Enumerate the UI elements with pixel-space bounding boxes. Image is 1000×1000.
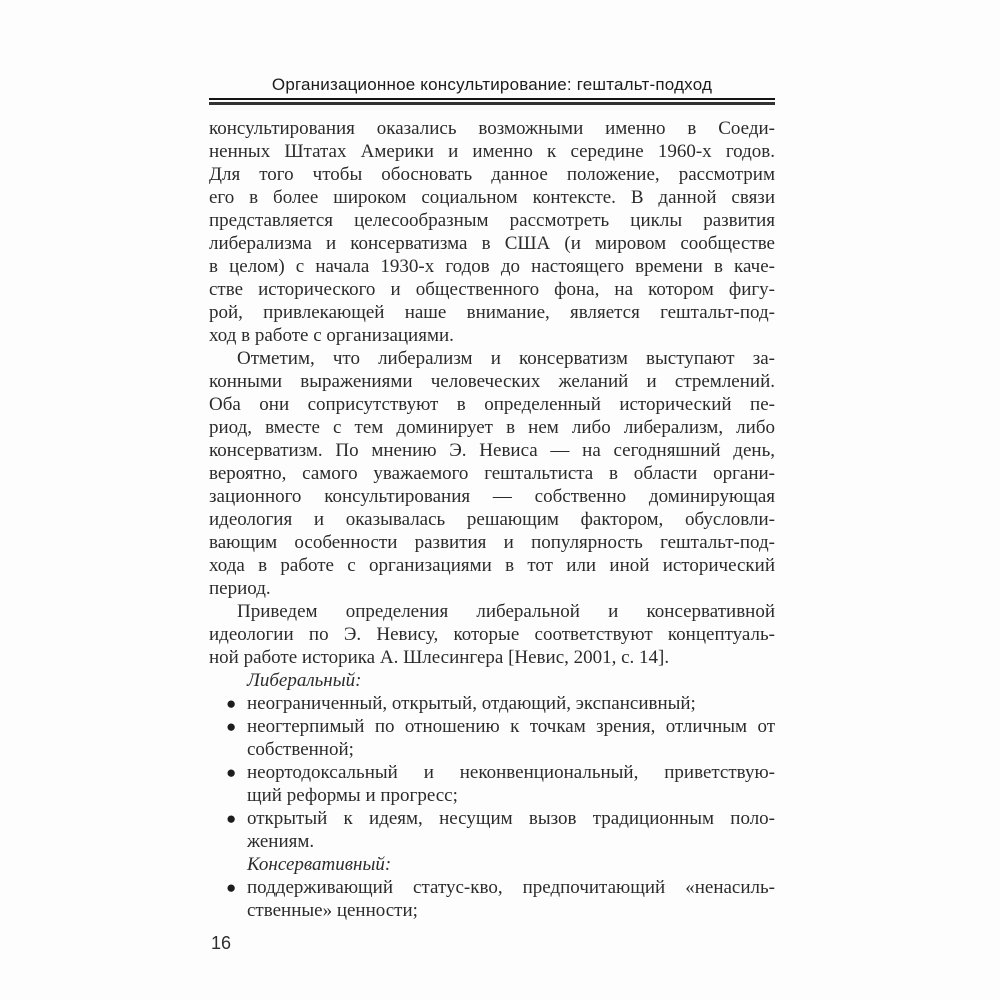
paragraph-line: идеология и оказывалась решающим фактором, обусловли- bbox=[209, 509, 775, 530]
paragraph-line: хода в работе с организациями в тот или иной исторический bbox=[209, 555, 775, 576]
text-column bbox=[209, 74, 775, 922]
paragraph-line: Для того чтобы обосновать данное положение, рассмотрим bbox=[209, 164, 775, 185]
bullet-line: щий реформы и прогресс; bbox=[247, 785, 458, 806]
paragraph-line: стве исторического и общественного фона, на котором фигу- bbox=[209, 279, 775, 300]
bullet-item bbox=[209, 761, 775, 807]
bullet-text bbox=[247, 692, 775, 715]
bullet-item bbox=[209, 715, 775, 761]
page-number: 16 bbox=[211, 933, 232, 953]
paragraph-line: ненных Штатах Америки и именно к середине 1960-х годов. bbox=[209, 141, 775, 162]
paragraph-line: представляется целесообразным рассмотреть циклы развития bbox=[209, 210, 775, 231]
paragraph-line: идеологии по Э. Невису, которые соответствуют концептуаль- bbox=[209, 624, 775, 645]
bullet-item bbox=[209, 807, 775, 853]
bullet-line: неогтерпимый по отношению к точкам зрения, отличным от bbox=[247, 716, 775, 737]
paragraph-line: Оба они соприсутствуют в определенный исторический пе- bbox=[209, 394, 775, 415]
paragraph-line: либерализма и консерватизма в США (и мировом сообществе bbox=[209, 233, 775, 254]
paragraph-line: вероятно, самого уважаемого гештальтиста в области органи- bbox=[209, 463, 775, 484]
paragraph-line: зационного консультирования — собственно доминирующая bbox=[209, 486, 775, 507]
paragraph-line: в целом) с начала 1930-х годов до настоящего времени в каче- bbox=[209, 256, 775, 277]
bullet-icon: ● bbox=[226, 763, 237, 782]
bullet-icon: ● bbox=[226, 809, 237, 828]
running-header-title: Организационное консультирование: гештальт-подход bbox=[271, 75, 713, 94]
list-heading: Либеральный: bbox=[247, 670, 362, 691]
paragraph-line: рой, привлекающей наше внимание, является гештальт-под- bbox=[209, 302, 775, 323]
paragraph-line: вающим особенности развития и популярность гештальт-под- bbox=[209, 532, 775, 553]
bullet-line: неортодоксальный и неконвенциональный, приветствую- bbox=[247, 762, 775, 783]
bullet-text bbox=[247, 876, 775, 922]
bullet-icon: ● bbox=[226, 717, 237, 736]
paragraph-line: Приведем определения либеральной и консервативной bbox=[237, 601, 775, 622]
bullet-line: собственной; bbox=[247, 739, 354, 760]
bullet-item bbox=[209, 692, 775, 715]
paragraph-line: конными выражениями человеческих желаний и стремлений. bbox=[209, 371, 775, 392]
bullet-line: ственные» ценности; bbox=[247, 900, 418, 921]
bullet-line: жениям. bbox=[247, 831, 315, 852]
list-heading: Консервативный: bbox=[247, 854, 392, 875]
bullet-icon: ● bbox=[226, 878, 237, 897]
paragraph-line: его в более широком социальном контексте. В данной связи bbox=[209, 187, 775, 208]
paragraph-line: консультирования оказались возможными именно в Соеди- bbox=[209, 118, 775, 139]
bullet-line: неограниченный, открытый, отдающий, экспансивный; bbox=[247, 693, 696, 714]
paragraph-line: ной работе историка А. Шлесингера [Невис, 2001, с. 14]. bbox=[209, 647, 670, 668]
paragraph-line: риод, вместе с тем доминирует в нем либо либерализм, либо bbox=[209, 417, 775, 438]
bullet-icon: ● bbox=[226, 694, 237, 713]
paragraph-line: период. bbox=[209, 578, 271, 599]
bullet-text bbox=[247, 807, 775, 853]
bullet-text bbox=[247, 715, 775, 761]
bullet-line: поддерживающий статус-кво, предпочитающий «ненасиль- bbox=[247, 877, 775, 898]
paragraph-line: Отметим, что либерализм и консерватизм выступают за- bbox=[237, 348, 775, 369]
paragraph-line: консерватизм. По мнению Э. Невиса — на сегодняшний день, bbox=[209, 440, 775, 461]
header-divider bbox=[209, 98, 775, 105]
bullet-text bbox=[247, 761, 775, 807]
page-body-text bbox=[209, 117, 775, 922]
paragraph-line: ход в работе с организациями. bbox=[209, 325, 454, 346]
bullet-item bbox=[209, 876, 775, 922]
bullet-line: открытый к идеям, несущим вызов традиционным поло- bbox=[247, 808, 775, 829]
